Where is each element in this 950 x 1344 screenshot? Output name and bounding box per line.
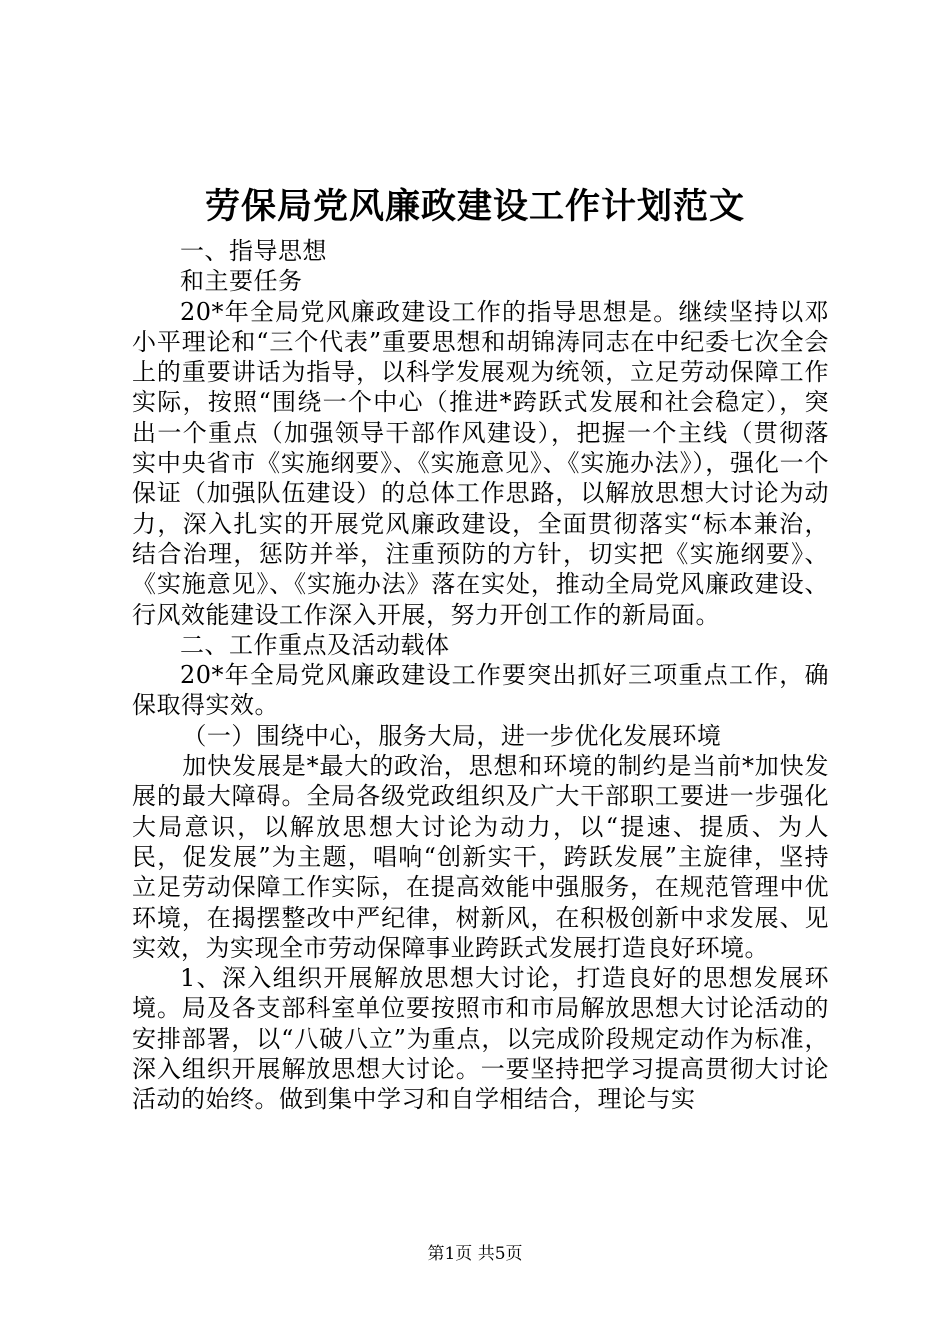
paragraph-key-work-intro: 20*年全局党风廉政建设工作要突出抓好三项重点工作，确保取得实效。 [132,661,829,720]
paragraph-development-environment: 加快发展是*最大的政治，思想和环境的制约是当前*加快发展的最大障碍。全局各级党政组织及广大干部职工要进一步强化大局意识，以解放思想大讨论为动力，以“提速、提质、为人民，促发展”为主题，唱响“创新实干，跨跃发展”主旋律，坚持立足劳动保障工作实际，在提高效能中强服务，在规范管理中优环境，在揭摆整改中严纪律，树新风，在积极创新中求发展、见实效，为实现全市劳动保障事业跨跃式发展打造良好环境。 [132,752,829,962]
paragraph-guiding-thought: 20*年全局党风廉政建设工作的指导思想是。继续坚持以邓小平理论和“三个代表”重要思想和胡锦涛同志在中纪委七次全会上的重要讲话为指导，以科学发展观为统领，立足劳动保障工作实际，按照“围绕一个中心（推进*跨跃式发展和社会稳定），突出一个重点（加强领导干部作风建设），把握一个主线（贯彻落实中央省市《实施纲要》、《实施意见》、《实施办法》），强化一个保证（加强队伍建设）的总体工作思路，以解放思想大讨论为动力，深入扎实的开展党风廉政建设，全面贯彻落实“标本兼治，结合治理，惩防并举，注重预防的方针，切实把《实施纲要》、《实施意见》、《实施办法》落在实处，推动全局党风廉政建设、行风效能建设工作深入开展，努力开创工作的新局面。 [132,297,829,629]
paragraph-heading-2: 二、工作重点及活动载体 [180,630,450,659]
paragraph-heading-1-cont: 和主要任务 [180,267,303,296]
page-footer: 第1页 共5页 [427,1244,523,1264]
paragraph-item-1: 1、深入组织开展解放思想大讨论，打造良好的思想发展环境。局及各支部科室单位要按照市和市局解放思想大讨论活动的安排部署，以“八破八立”为重点，以完成阶段规定动作为标准，深入组织开展解放思想大讨论。一要坚持把学习提高贯彻大讨论活动的始终。做到集中学习和自学相结合，理论与实 [132,964,829,1114]
document-body [132,236,829,1115]
paragraph-subheading-1: （一）围绕中心，服务大局，进一步优化发展环境 [182,721,722,750]
document-title: 劳保局党风廉政建设工作计划范文 [204,186,745,227]
paragraph-heading-1: 一、指导思想 [180,237,327,265]
